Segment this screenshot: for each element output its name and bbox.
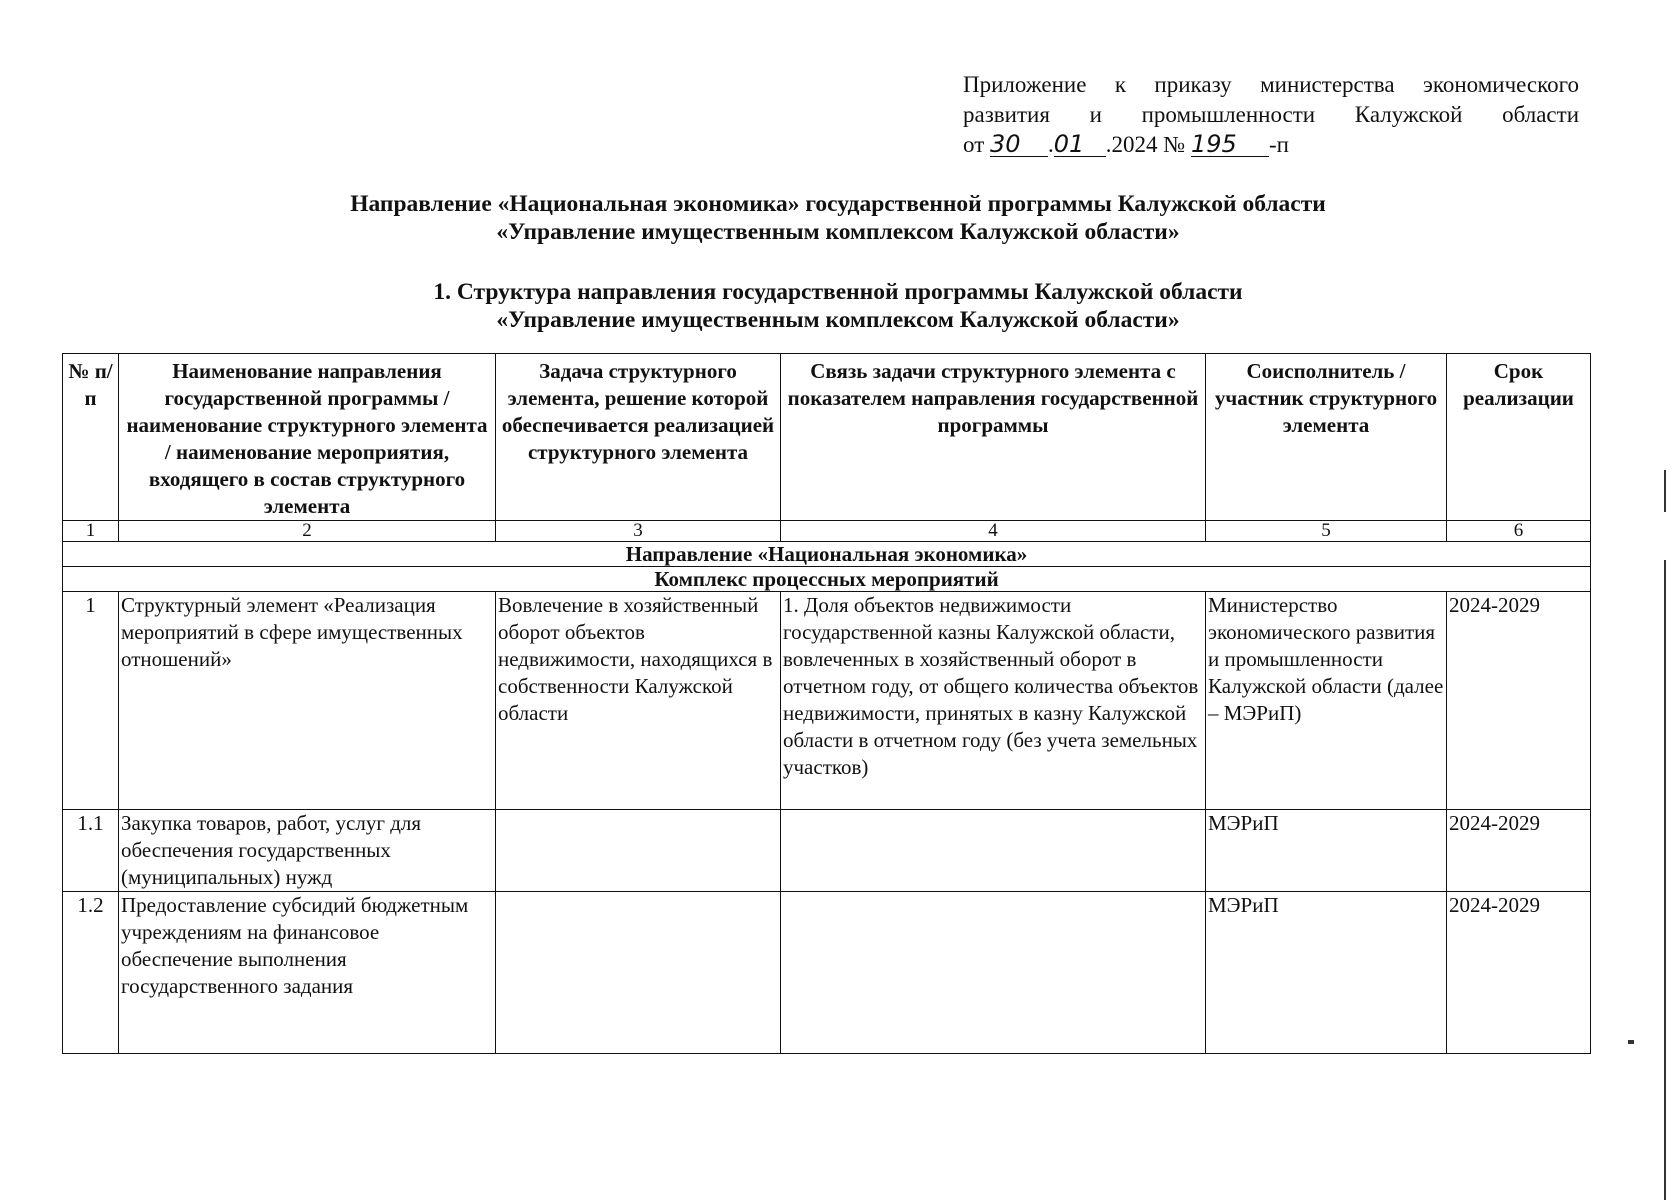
scan-edge-mark bbox=[1664, 560, 1666, 1200]
appendix-prefix: от bbox=[963, 132, 985, 157]
appendix-line-1: Приложение к приказу министерства экономического bbox=[963, 72, 1579, 97]
appendix-month: 01 bbox=[1054, 132, 1106, 157]
row-executor: МЭРиП bbox=[1206, 892, 1447, 1054]
subsection-row bbox=[63, 567, 1591, 592]
row-indicator-link bbox=[781, 810, 1206, 892]
table-row bbox=[63, 592, 1591, 810]
row-indicator-link bbox=[781, 892, 1206, 1054]
section-heading-line-1: 1. Структура направления государственной программы Калужской области bbox=[433, 279, 1243, 305]
appendix-note bbox=[963, 70, 1579, 160]
document-heading bbox=[0, 190, 1676, 246]
row-term: 2024-2029 bbox=[1447, 592, 1591, 810]
document-heading-line-2: «Управление имущественным комплексом Калужской области» bbox=[496, 219, 1180, 245]
section-heading bbox=[0, 278, 1676, 334]
row-executor: Министерство экономического развития и промышленности Калужской области (далее – МЭРиП) bbox=[1206, 592, 1447, 810]
column-number: 1 bbox=[63, 521, 119, 542]
row-task bbox=[496, 892, 781, 1054]
appendix-day: 30 bbox=[990, 132, 1048, 157]
row-name: Структурный элемент «Реализация мероприятий в сфере имущественных отношений» bbox=[119, 592, 496, 810]
subsection-row-title: Комплекс процессных мероприятий bbox=[63, 567, 1591, 592]
appendix-suffix: -п bbox=[1268, 132, 1289, 157]
column-number: 2 bbox=[119, 521, 496, 542]
column-number-row bbox=[63, 521, 1591, 542]
row-term: 2024-2029 bbox=[1447, 892, 1591, 1054]
row-indicator-link: 1. Доля объектов недвижимости государственной казны Калужской области, вовлеченных в хозяйственный оборот в отчетном году, от общего количества объектов недвижимости, принятых в казну Калужской области в отчетном году (без учета земельных участков) bbox=[781, 592, 1206, 810]
header-name: Наименование направления государственной программы / наименование структурного элемента / наименование мероприятия, входящего в состав структурного элемента bbox=[119, 354, 496, 521]
header-number: № п/п bbox=[63, 354, 119, 521]
row-number: 1 bbox=[63, 592, 119, 810]
row-task: Вовлечение в хозяйственный оборот объектов недвижимости, находящихся в собственности Калужской области bbox=[496, 592, 781, 810]
scan-edge-mark bbox=[1664, 470, 1666, 512]
header-term: Срок реализации bbox=[1447, 354, 1591, 521]
appendix-line-3: от 30 .01 .2024 № 195 -п bbox=[963, 130, 1289, 158]
table-row bbox=[63, 810, 1591, 892]
row-executor: МЭРиП bbox=[1206, 810, 1447, 892]
appendix-year: .2024 № bbox=[1105, 132, 1186, 157]
row-number: 1.2 bbox=[63, 892, 119, 1054]
header-executor: Соисполнитель / участник структурного элемента bbox=[1206, 354, 1447, 521]
appendix-number: 195 bbox=[1191, 132, 1269, 157]
column-number: 3 bbox=[496, 521, 781, 542]
section-row-title: Направление «Национальная экономика» bbox=[63, 542, 1591, 567]
table-row bbox=[63, 892, 1591, 1054]
column-number: 4 bbox=[781, 521, 1206, 542]
scan-speck bbox=[1628, 1040, 1634, 1044]
document-heading-line-1: Направление «Национальная экономика» государственной программы Калужской области bbox=[350, 191, 1326, 217]
column-number: 6 bbox=[1447, 521, 1591, 542]
section-heading-line-2: «Управление имущественным комплексом Калужской области» bbox=[496, 307, 1180, 333]
section-row bbox=[63, 542, 1591, 567]
row-name: Закупка товаров, работ, услуг для обеспечения государственных (муниципальных) нужд bbox=[119, 810, 496, 892]
header-task: Задача структурного элемента, решение которой обеспечивается реализацией структурного элемента bbox=[496, 354, 781, 521]
appendix-line-2: развития и промышленности Калужской области bbox=[963, 102, 1579, 127]
column-number: 5 bbox=[1206, 521, 1447, 542]
structure-table bbox=[62, 353, 1591, 1054]
row-number: 1.1 bbox=[63, 810, 119, 892]
row-term: 2024-2029 bbox=[1447, 810, 1591, 892]
table-header-row bbox=[63, 354, 1591, 521]
row-task bbox=[496, 810, 781, 892]
header-indicator-link: Связь задачи структурного элемента с показателем направления государственной программы bbox=[781, 354, 1206, 521]
row-name: Предоставление субсидий бюджетным учреждениям на финансовое обеспечение выполнения государственного задания bbox=[119, 892, 496, 1054]
